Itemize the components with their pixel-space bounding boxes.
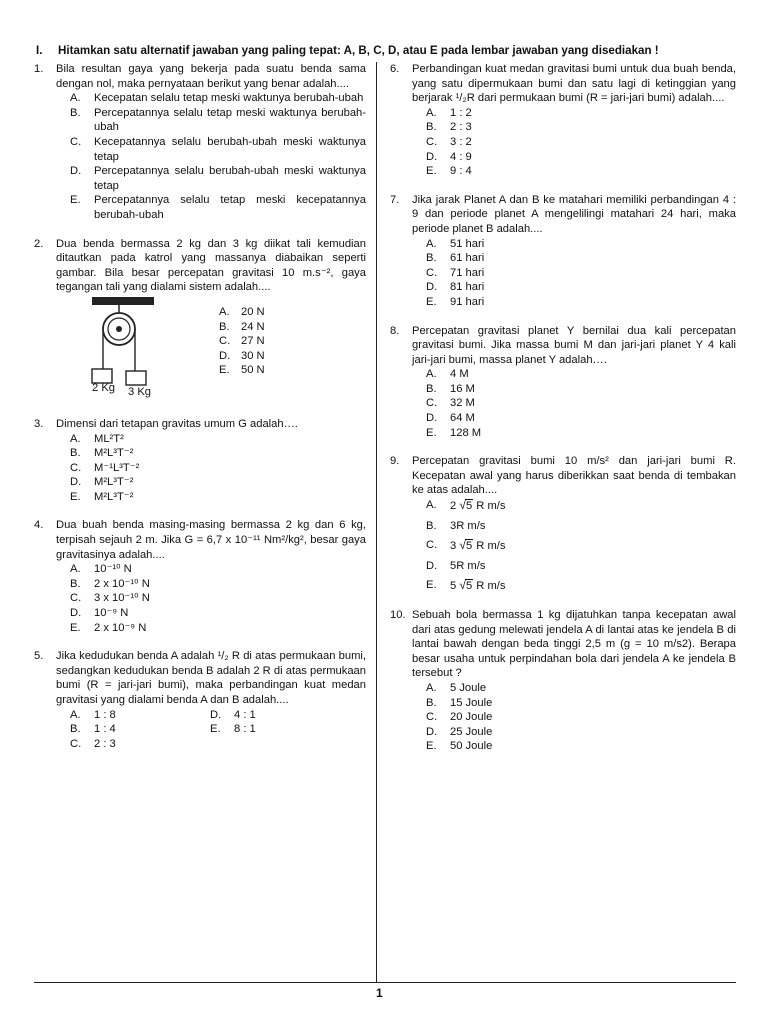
option-a[interactable]: A. 5 Joule <box>426 681 487 694</box>
sqrt-icon: √ <box>459 498 466 513</box>
sqrt-icon: √ <box>459 538 466 553</box>
question-9 <box>390 454 736 594</box>
option-c[interactable]: C. 71 hari <box>426 266 485 279</box>
option-list <box>56 708 366 752</box>
sqrt-icon: √ <box>459 578 466 593</box>
question-text: Jika kedudukan benda A adalah ¹/₂ R di atas permukaan bumi, sedangkan kedudukan benda B adalah 2 R di atas permukaan bumi (R = jari-jari bumi), maka perbandingan kuat medan gravitasi yang dialami benda A dan B adalah.... <box>56 650 366 706</box>
question-3 <box>34 417 366 505</box>
option-a[interactable]: A. 1 : 8 <box>70 708 116 721</box>
option-c[interactable]: C. 2 : 3 <box>70 737 116 750</box>
option-e[interactable]: E. 50 Joule <box>426 740 493 753</box>
option-d[interactable]: D. 30 N <box>219 349 265 362</box>
mass-label-3kg: 3 Kg <box>128 385 152 398</box>
option-b[interactable]: B. Percepatannya selalu tetap meski waktunya berubah-ubah <box>70 106 366 134</box>
question-number: 1. <box>34 63 44 75</box>
question-number: 6. <box>390 63 400 75</box>
option-list <box>412 106 736 179</box>
option-b[interactable]: B. 2 x 10⁻¹⁰ N <box>70 577 150 590</box>
option-d[interactable]: D. 25 Joule <box>426 725 493 738</box>
section-instruction-text: Hitamkan satu alternatif jawaban yang paling tepat: A, B, C, D, atau E pada lembar jawaban yang disediakan ! <box>58 44 659 57</box>
question-text: Bila resultan gaya yang bekerja pada suatu benda sama dengan nol, maka pernyataan berikut yang benar adalah.... <box>56 63 366 90</box>
option-list <box>56 562 366 635</box>
option-e[interactable]: E. M²L³T⁻² <box>70 490 134 503</box>
option-c[interactable]: C. 27 N <box>219 335 265 348</box>
option-d[interactable]: D. M²L³T⁻² <box>70 476 134 489</box>
option-b[interactable]: B. 16 M <box>426 382 475 395</box>
option-list <box>56 432 366 505</box>
option-c[interactable]: C. 32 M <box>426 397 475 410</box>
question-number: 4. <box>34 519 44 532</box>
question-7 <box>390 193 736 310</box>
question-1 <box>34 62 366 223</box>
question-2 <box>34 237 366 403</box>
option-d[interactable]: D. 64 M <box>426 412 475 425</box>
question-5 <box>34 649 366 751</box>
option-list <box>56 91 366 222</box>
option-c[interactable]: C. 3 x 10⁻¹⁰ N <box>70 592 150 605</box>
right-column <box>390 62 736 768</box>
option-list <box>412 681 736 754</box>
option-e[interactable]: E. 91 hari <box>426 295 485 308</box>
option-b[interactable]: B. 24 N <box>219 320 265 333</box>
option-e[interactable]: E. 2 x 10⁻⁹ N <box>70 621 147 634</box>
page-number: 1 <box>376 986 383 1000</box>
question-text: Dimensi dari tetapan gravitas umum G adalah…. <box>56 417 298 430</box>
option-c[interactable]: C. Kecepatannya selalu berubah-ubah meski waktunya tetap <box>70 135 366 163</box>
option-a[interactable]: A. 4 M <box>426 368 469 381</box>
question-text: Percepatan gravitasi bumi 10 m/s² dan jari-jari bumi R. Kecepatan awal yang harus diberikkan saat benda di tembakan ke atas adalah.... <box>412 455 736 497</box>
option-e[interactable]: E. 5 √5 R m/s <box>426 578 506 593</box>
left-column <box>34 62 366 765</box>
option-b[interactable]: B. 2 : 3 <box>426 121 472 134</box>
section-instruction <box>36 44 736 59</box>
question-text: Perbandingan kuat medan gravitasi bumi untuk dua buah benda, yang satu dipermukaan bumi dan satu lagi di ketinggian yang berjarak ¹/₂R dari permukaan bumi (R = jari-jari bumi) adalah.... <box>412 63 736 105</box>
option-a[interactable]: A. 20 N <box>219 305 265 318</box>
option-a[interactable]: A. 10⁻¹⁰ N <box>70 563 132 576</box>
question-4 <box>34 518 366 635</box>
question-number: 2. <box>34 237 44 250</box>
question-number: 5. <box>34 650 44 663</box>
option-d[interactable]: D. Percepatannya selalu berubah-ubah meski waktunya tetap <box>70 165 366 192</box>
option-list <box>412 237 736 310</box>
mass-label-2kg: 2 Kg <box>92 381 116 394</box>
question-text: Dua buah benda masing-masing bermassa 2 kg dan 6 kg, terpisah sejauh 2 m. Jika G = 6,7 x 10⁻¹¹ Nm²/kg², besar gaya gravitasinya adalah.... <box>56 519 366 561</box>
footer-rule <box>34 982 736 983</box>
question-text: Percepatan gravitasi planet Y bernilai dua kali percepatan gravitasi bumi. Jika massa bumi M dan jari-jari planet Y 4 kali jari-jari bumi, massa planet Y adalah…. <box>412 324 736 366</box>
question-number: 3. <box>34 417 44 430</box>
option-b[interactable]: B. M²L³T⁻² <box>70 447 134 460</box>
option-e[interactable]: E. 8 : 1 <box>210 723 256 736</box>
option-d[interactable]: D. 5R m/s <box>426 559 486 572</box>
option-c[interactable]: C. 3 : 2 <box>426 135 472 148</box>
option-d[interactable]: D. 4 : 9 <box>426 150 472 163</box>
option-e[interactable]: E. Percepatannya selalu tetap meski kecepatannya berubah-ubah <box>70 194 366 221</box>
option-d[interactable]: D. 81 hari <box>426 281 485 294</box>
option-list <box>412 498 736 594</box>
question-number: 10. <box>390 609 406 621</box>
option-a[interactable]: A. 51 hari <box>426 237 485 250</box>
question-text: Jika jarak Planet A dan B ke matahari memiliki perbandingan 4 : 9 dan periode planet A mengelilingi matahari 24 hari, maka periode planet B adalah.... <box>412 193 736 235</box>
option-c[interactable]: C. 20 Joule <box>426 711 493 724</box>
option-d[interactable]: D. 4 : 1 <box>210 708 256 721</box>
option-e[interactable]: E. 9 : 4 <box>426 165 472 178</box>
question-number: 8. <box>390 324 400 337</box>
option-a[interactable]: A. ML²T² <box>70 432 124 445</box>
question-text: Sebuah bola bermassa 1 kg dijatuhkan tanpa kecepatan awal dari atas gedung melewati jendela A di lantai atas ke jendela B di lantai bawah dengan beda tinggi 2,5 m (g = 10 m/s2). Berapa besar usaha untuk perpindahan bola dari jendela A ke jendela B tersebut ? <box>412 609 736 680</box>
option-b[interactable]: B. 1 : 4 <box>70 723 116 736</box>
option-a[interactable]: A. 1 : 2 <box>426 106 472 119</box>
option-list <box>412 367 736 440</box>
option-e[interactable]: E. 50 N <box>219 364 265 377</box>
question-6 <box>390 62 736 179</box>
option-b[interactable]: B. 61 hari <box>426 252 485 265</box>
option-c[interactable]: C. 3 √5 R m/s <box>426 538 506 553</box>
question-text: Dua benda bermassa 2 kg dan 3 kg diikat tali kemudian ditautkan pada katrol yang massanya diabaikan seperti gambar. Bila besar percepatan gravitasi 10 m.s⁻², gaya tegangan tali yang dialami sistem adalah.... <box>56 237 366 294</box>
option-c[interactable]: C. M⁻¹L³T⁻² <box>70 461 140 474</box>
question-number: 7. <box>390 193 400 206</box>
question-number: 9. <box>390 455 400 468</box>
question-10 <box>390 608 736 754</box>
section-number: I. <box>36 44 43 57</box>
option-d[interactable]: D. 10⁻⁹ N <box>70 607 129 620</box>
option-e[interactable]: E. 128 M <box>426 426 482 439</box>
pulley-figure-area <box>56 297 366 403</box>
question-8 <box>390 324 736 441</box>
option-a[interactable]: A. 2 √5 R m/s <box>426 498 506 513</box>
option-b[interactable]: B. 3R m/s <box>426 519 486 532</box>
option-b[interactable]: B. 15 Joule <box>426 696 493 709</box>
column-divider <box>376 62 377 982</box>
option-a[interactable]: A. Kecepatan selalu tetap meski waktunya berubah-ubah <box>70 92 364 105</box>
option-list <box>219 305 265 378</box>
